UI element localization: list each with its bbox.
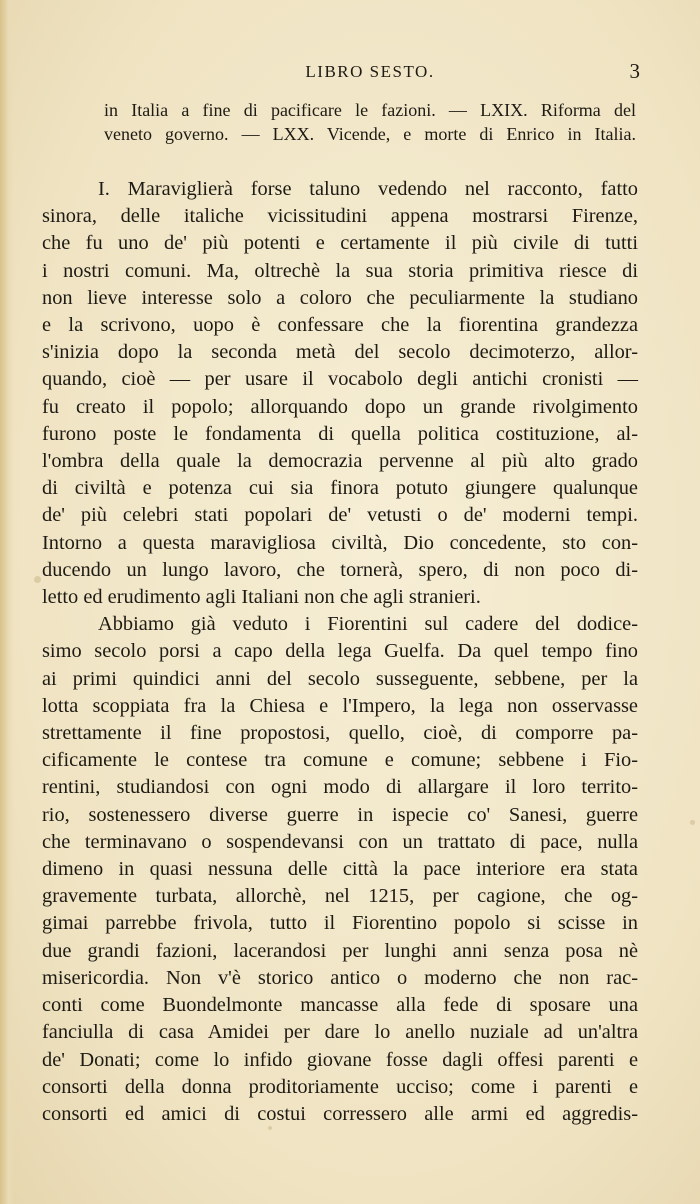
text-line: gimai parrebbe frivola, tutto il Fiorentino popolo si scisse in [42, 912, 638, 935]
summary-line: in Italia a fine di pacificare le fazioni. — LXIX. Riforma del [104, 100, 636, 120]
text-line: fanciulla di casa Amidei per dare lo anello nuziale ad un'altra [42, 1021, 638, 1044]
running-head [100, 59, 640, 86]
text-line: di civiltà e potenza cui sia finora potuto giungere qualunque [42, 477, 638, 500]
text-line: ai primi quindici anni del secolo susseguente, sebbene, per la [42, 667, 638, 690]
body-text [42, 176, 638, 1128]
text-line: quando, cioè — per usare il vocabolo degli antichi cronisti — [42, 368, 638, 391]
text-line: ducendo un lungo lavoro, che tornerà, spero, di non poco di- [42, 558, 638, 581]
text-line: l'ombra della quale la democrazia pervenne al più alto grado [42, 450, 638, 473]
page-number: 3 [629, 59, 640, 83]
text-line: de' Donati; come lo infido giovane fosse dagli offesi parenti e [42, 1048, 638, 1071]
text-line: dimeno in quasi nessuna delle città la pace interiore era stata [42, 858, 638, 881]
text-line: rentini, studiandosi con ogni modo di allargare il loro territo- [42, 776, 638, 799]
text-line: lotta scoppiata fra la Chiesa e l'Impero, la lega non osservasse [42, 694, 638, 717]
running-title: LIBRO SESTO. [305, 62, 435, 81]
text-line: Abbiamo già veduto i Fiorentini sul cadere del dodice- [98, 613, 638, 636]
text-line: de' più celebri stati popolari de' vetusti o de' moderni tempi. [42, 504, 638, 527]
text-line: simo secolo porsi a capo della lega Guelfa. Da quel tempo fino [42, 640, 638, 663]
text-line: che fu uno de' più potenti e certamente il più civile di tutti [42, 232, 638, 255]
text-line: misericordia. Non v'è storico antico o moderno che non rac- [42, 966, 638, 989]
text-line: sinora, delle italiche vicissitudini appena mostrarsi Firenze, [42, 205, 638, 228]
page-spine-shadow [0, 0, 14, 1204]
text-line: s'inizia dopo la seconda metà del secolo decimoterzo, allor- [42, 341, 638, 364]
text-line: e la scrivono, uopo è confessare che la fiorentina grandezza [42, 314, 638, 337]
text-line: che terminavano o sospendevansi con un trattato di pace, nulla [42, 830, 638, 853]
text-line: fu creato il popolo; allorquando dopo un grande rivolgimento [42, 395, 638, 418]
text-line: due grandi fazioni, lacerandosi per lunghi anni senza posa nè [42, 939, 638, 962]
text-line: i nostri comuni. Ma, oltrechè la sua storia primitiva riesce di [42, 259, 638, 282]
text-line: non lieve interesse solo a coloro che peculiarmente la studiano [42, 286, 638, 309]
text-line: rio, sostenessero diverse guerre in ispecie co' Sanesi, guerre [42, 803, 638, 826]
summary-line: veneto governo. — LXX. Vicende, e morte di Enrico in Italia. [104, 124, 636, 144]
text-line: conti come Buondelmonte mancasse alla fede di sposare una [42, 994, 638, 1017]
text-line: gravemente turbata, allorchè, nel 1215, per cagione, che og- [42, 885, 638, 908]
text-line: furono poste le fondamenta di quella politica costituzione, al- [42, 422, 638, 445]
text-line: letto ed erudimento agli Italiani non che agli stranieri. [42, 586, 481, 609]
paper-spot [34, 576, 41, 583]
text-line: I. Maraviglierà forse taluno vedendo nel racconto, fatto [98, 178, 638, 200]
text-line: strettamente il fine propostosi, quello, cioè, di comporre pa- [42, 722, 638, 745]
text-line: consorti ed amici di costui corressero alle armi ed aggredis- [42, 1102, 638, 1125]
text-line: Intorno a questa maravigliosa civiltà, Dio concedente, sto con- [42, 531, 638, 554]
paper-spot [690, 820, 695, 825]
chapter-summary [104, 98, 636, 146]
text-line: consorti della donna proditoriamente ucciso; come i parenti e [42, 1075, 638, 1098]
text-line: cificamente le contese tra comune e comune; sebbene i Fio- [42, 749, 638, 772]
paper-spot [268, 1126, 272, 1130]
